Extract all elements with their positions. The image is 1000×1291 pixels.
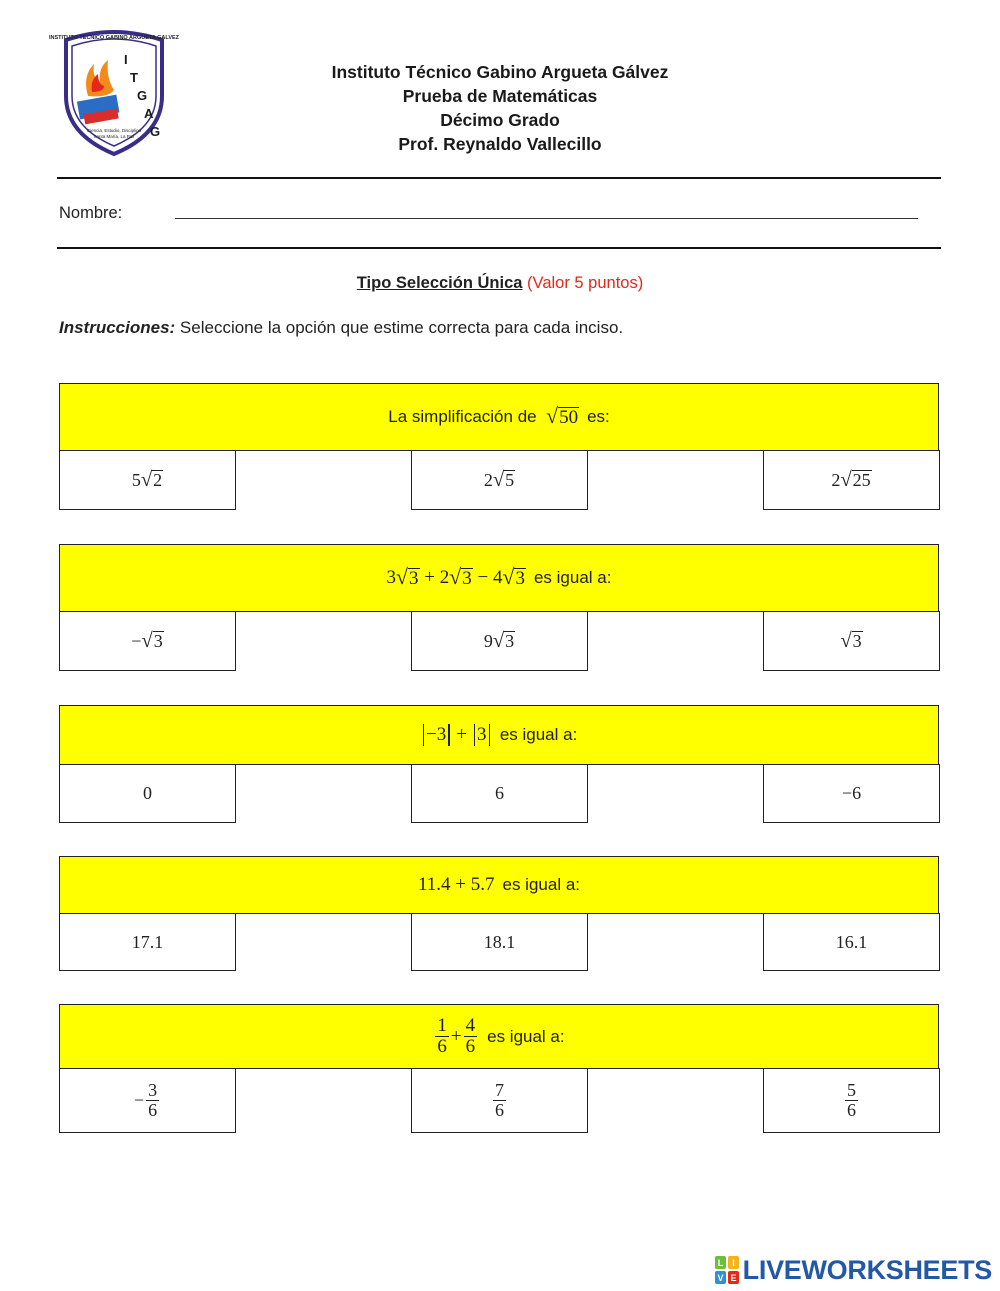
q1-suffix: es:: [587, 407, 610, 426]
logo-letter-g2: G: [150, 124, 161, 139]
instructions: [59, 318, 623, 338]
logo-location: Santa María, La Paz: [93, 134, 135, 139]
q1-option-1[interactable]: 5 √ 2: [59, 450, 236, 510]
liveworksheets-branding: [714, 1253, 992, 1287]
section-value: (Valor 5 puntos): [527, 274, 644, 292]
q1-expression: √ 50: [546, 404, 579, 429]
bottom-divider: [57, 247, 941, 249]
question-3-prompt: [59, 705, 939, 765]
document-header: [0, 60, 1000, 156]
q1-option-3[interactable]: 2 √ 25: [763, 450, 940, 510]
grade-level: Décimo Grado: [440, 110, 560, 130]
section-title: [0, 274, 1000, 293]
question-1-prompt: [59, 383, 939, 451]
logo-letter-a: A: [144, 106, 154, 121]
teacher-name: Prof. Reynaldo Vallecillo: [398, 134, 602, 154]
logo-letter-g: G: [137, 88, 148, 103]
svg-text:L: L: [717, 1258, 723, 1268]
q2-expression: 3 √ 3 + 2 √ 3 − 4 √ 3: [386, 565, 525, 590]
q3-expression: −3 + 3: [421, 724, 492, 746]
test-title: Prueba de Matemáticas: [402, 86, 598, 106]
liveworksheets-logo-icon: [714, 1255, 740, 1285]
q1-option-2[interactable]: 2 √ 5: [411, 450, 588, 510]
question-4-prompt: [59, 856, 939, 914]
svg-text:E: E: [730, 1273, 737, 1283]
q5-expression: $\frac{1}{6}$ + $\frac{4}{6}$: [437, 1015, 476, 1057]
question-5-prompt: [59, 1004, 939, 1069]
school-name: Instituto Técnico Gabino Argueta Gálvez: [331, 62, 669, 82]
q3-option-3[interactable]: −6: [763, 764, 940, 823]
name-label: Nombre:: [59, 204, 123, 222]
q1-radicand: 50: [559, 406, 579, 428]
q3-option-2[interactable]: 6: [411, 764, 588, 823]
q2-option-3[interactable]: √ 3: [763, 611, 940, 671]
q5-option-2[interactable]: $\frac{7}{6}$: [411, 1068, 588, 1133]
liveworksheets-wordmark: LIVEWORKSHEETS: [742, 1254, 992, 1285]
q3-suffix: es igual a:: [499, 725, 578, 744]
q4-suffix: es igual a:: [502, 875, 580, 894]
top-divider: [57, 177, 941, 179]
q4-option-1[interactable]: 17.1: [59, 913, 236, 971]
q2-option-2[interactable]: 9 √ 3: [411, 611, 588, 671]
section-type: Tipo Selección Única: [356, 274, 523, 292]
svg-text:I: I: [731, 1258, 735, 1268]
instructions-text: Seleccione la opción que estime correcta para cada inciso.: [175, 318, 624, 337]
logo-motto: Ciencia, Estudio, Disciplina: [86, 128, 142, 133]
logo-letter-t: T: [130, 70, 138, 85]
q1-prefix: La simplificación de: [388, 407, 537, 426]
q4-option-3[interactable]: 16.1: [763, 913, 940, 971]
q5-suffix: es igual a:: [487, 1026, 565, 1046]
logo-top-text: INSTITUTO TECNICO GABINO ARGUETA GALVEZ: [48, 35, 180, 41]
instructions-label: Instrucciones:: [59, 318, 176, 337]
q2-option-1[interactable]: − √ 3: [59, 611, 236, 671]
logo-letter-i: I: [124, 52, 128, 67]
q5-option-3[interactable]: $\frac{5}{6}$: [763, 1068, 940, 1133]
q2-suffix: es igual a:: [533, 568, 612, 587]
q5-option-1[interactable]: − $\frac{3}{6}$: [59, 1068, 236, 1133]
q4-option-2[interactable]: 18.1: [411, 913, 588, 971]
svg-text:V: V: [717, 1273, 724, 1283]
q3-option-1[interactable]: 0: [59, 764, 236, 823]
name-input-line[interactable]: [175, 218, 918, 219]
q4-expression: 11.4 + 5.7: [417, 874, 495, 895]
question-2-prompt: [59, 544, 939, 612]
